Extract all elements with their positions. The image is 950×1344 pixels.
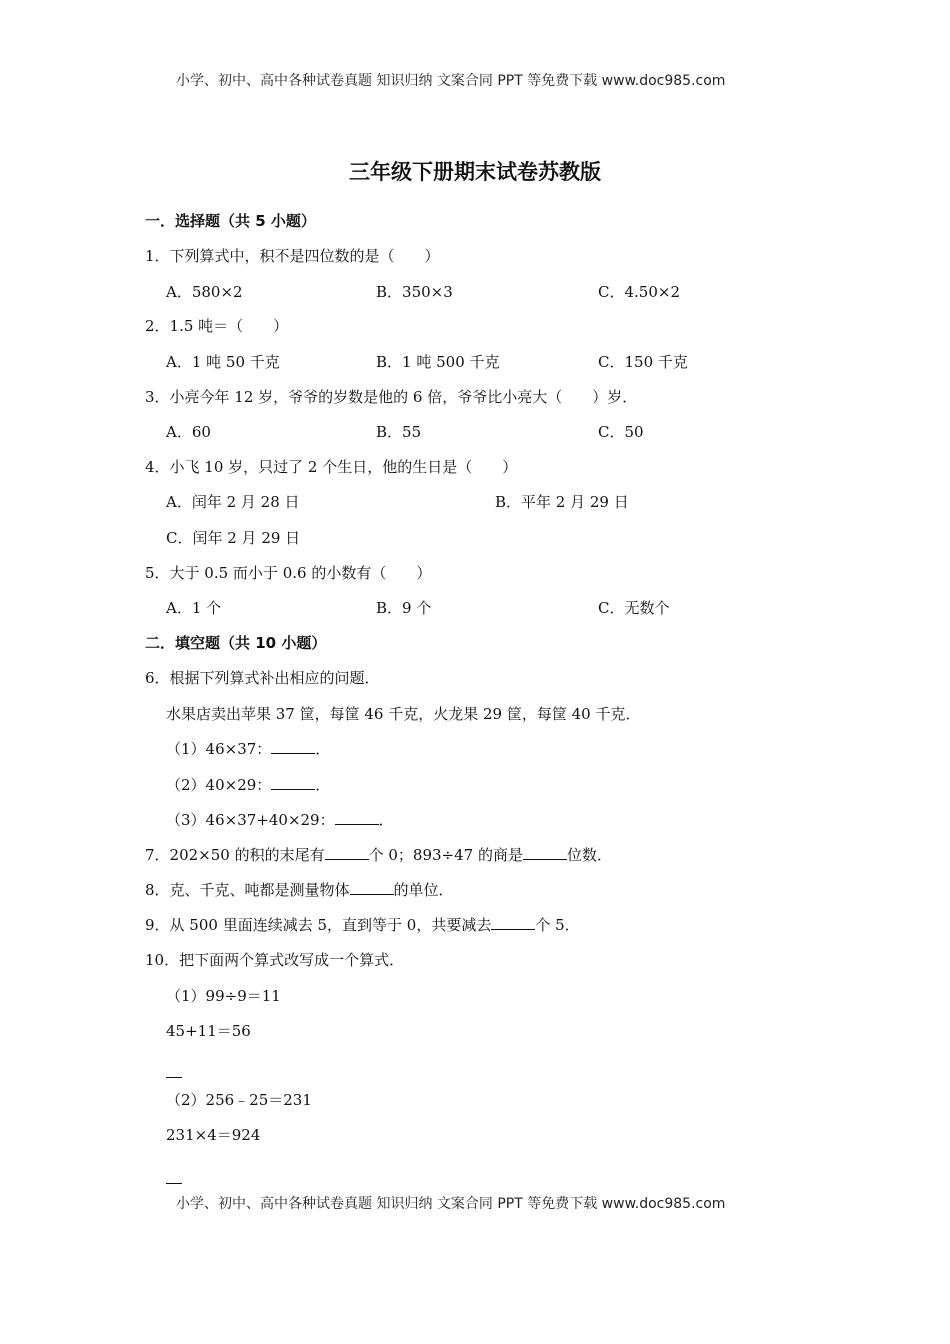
question-3-option-c: C．50 [598, 423, 644, 441]
question-4-option-b: B．平年 2 月 29 日 [495, 493, 629, 511]
question-2-option-b: B．1 吨 500 千克 [376, 353, 500, 371]
answer-blank[interactable] [523, 845, 567, 860]
answer-blank[interactable] [350, 880, 394, 895]
question-10-stem: 10．把下面两个算式改写成一个算式． [145, 951, 405, 969]
question-6-part-3: （3）46×37+40×29： ． [166, 811, 394, 829]
question-1-option-c: C．4.50×2 [598, 283, 680, 301]
page-header: 小学、初中、高中各种试卷真题 知识归纳 文案合同 PPT 等免费下载 www.doc985.com [176, 73, 726, 89]
section-heading-choice: 一．选择题（共 5 小题） [145, 212, 316, 230]
answer-blank[interactable] [325, 845, 369, 860]
question-10-part-2-line-2: 231×4＝924 [166, 1126, 261, 1144]
question-5-stem: 5．大于 0.5 而小于 0.6 的小数有（ ） [145, 564, 432, 582]
question-6-part-2: （2）40×29： ． [166, 776, 331, 794]
page-title: 三年级下册期末试卷苏教版 [349, 160, 601, 184]
question-10-part-2-line-1: （2）256﹣25＝231 [166, 1091, 312, 1109]
question-4-option-a: A．闰年 2 月 28 日 [166, 493, 300, 511]
question-10-part-1-line-2: 45+11＝56 [166, 1022, 251, 1040]
question-6-part-1: （1）46×37： ． [166, 740, 331, 758]
section-heading-fill: 二．填空题（共 10 小题） [145, 634, 327, 652]
question-2-option-a: A．1 吨 50 千克 [166, 353, 280, 371]
question-3-stem: 3．小亮今年 12 岁，爷爷的岁数是他的 6 倍，爷爷比小亮大（ ）岁． [145, 388, 638, 406]
question-1-option-a: A．580×2 [166, 283, 243, 301]
answer-line[interactable] [166, 1063, 182, 1082]
question-10-part-1-line-1: （1）99÷9＝11 [166, 987, 281, 1005]
answer-blank[interactable] [335, 810, 379, 825]
question-4-option-c: C．闰年 2 月 29 日 [166, 529, 301, 547]
question-1-stem: 1．下列算式中，积不是四位数的是（ ） [145, 247, 440, 265]
page-footer: 小学、初中、高中各种试卷真题 知识归纳 文案合同 PPT 等免费下载 www.doc985.com [176, 1196, 726, 1212]
question-6-stem: 6．根据下列算式补出相应的问题． [145, 669, 380, 687]
answer-blank[interactable] [271, 739, 315, 754]
question-3-option-a: A．60 [166, 423, 211, 441]
question-4-stem: 4．小飞 10 岁，只过了 2 个生日，他的生日是（ ） [145, 458, 518, 476]
question-5-option-a: A．1 个 [166, 599, 222, 617]
question-2-stem: 2．1.5 吨＝（ ） [145, 317, 289, 335]
question-8: 8．克、千克、吨都是测量物体 的单位． [145, 881, 454, 899]
question-7: 7．202×50 的积的末尾有 个 0；893÷47 的商是 位数． [145, 846, 612, 864]
answer-blank[interactable] [491, 915, 535, 930]
question-5-option-b: B．9 个 [376, 599, 432, 617]
answer-line[interactable] [166, 1169, 182, 1188]
question-2-option-c: C．150 千克 [598, 353, 688, 371]
question-1-option-b: B．350×3 [376, 283, 453, 301]
question-6-context: 水果店卖出苹果 37 筐，每筐 46 千克，火龙果 29 筐，每筐 40 千克． [166, 705, 641, 723]
answer-blank[interactable] [271, 775, 315, 790]
question-3-option-b: B．55 [376, 423, 422, 441]
question-5-option-c: C．无数个 [598, 599, 670, 617]
question-9: 9．从 500 里面连续减去 5，直到等于 0，共要减去 个 5． [145, 916, 580, 934]
